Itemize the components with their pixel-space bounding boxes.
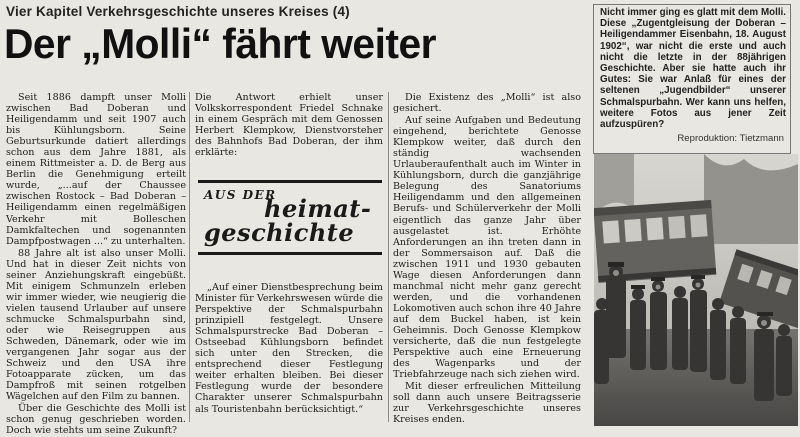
logo-rule-top	[198, 180, 382, 183]
caption-text: Nicht immer ging es glatt mit dem Molli. Diese „Zugentgleisung der Doberan – Heiligendammer Eisenbahn, 18. August 1902“, war nicht die erste und auch nicht die letzte in der 88jährigen Geschichte. Aber sie hatte auch ihr Gutes: Sie war Anlaß für eines der seltenen „Jugendbilder“ unserer Schmalspurbahn. Wer kann uns helfen, weitere Fotos aus jener Zeit aufzuspüren?	[600, 7, 786, 131]
column-2-intro	[195, 92, 383, 159]
derailment-photo-image	[594, 154, 798, 426]
series-logo	[198, 178, 382, 258]
paragraph: Die Existenz des „Molli“ ist also gesichert.	[393, 92, 581, 115]
photo-caption-box	[593, 4, 791, 154]
logo-line-1: heimat-	[264, 194, 372, 223]
logo-rule-bottom	[198, 252, 382, 255]
paragraph: Über die Geschichte des Molli ist schon genug geschrieben worden. Doch wie stehts um seine Zukunft?	[6, 403, 186, 437]
paragraph: „Auf einer Dienstbesprechung beim Minister für Verkehrswesen würde die Perspektive der Schmalspurbahn prinzipiell festgelegt. Unsere Schmalspurstrecke Bad Doberan – Ostseebad Kühlungsborn befindet sich unter den Strecken, die entsprechend dieser Festlegung weiter erhalten bleiben. Bei dieser Festlegung wurde der besondere Charakter unserer Schmalspurbahn als Touristenbahn berücksichtigt.“	[195, 282, 383, 415]
column-3	[393, 92, 581, 426]
kicker: Vier Kapitel Verkehrsgeschichte unseres Kreises (4)	[6, 4, 350, 19]
photo-credit: Reproduktion: Tietzmann	[677, 133, 784, 144]
headline: Der „Molli“ fährt weiter	[4, 20, 437, 67]
column-divider	[388, 92, 389, 422]
column-2-quote	[195, 282, 383, 416]
logo-line-2: geschichte	[204, 218, 355, 247]
column-1	[6, 92, 186, 437]
historic-photo	[594, 154, 798, 426]
column-divider	[189, 92, 190, 422]
logo-small-text: AUS DER	[204, 188, 277, 202]
paragraph: Seit 1886 dampft unser Molli zwischen Bad Doberan und Heiligendamm und seit 1907 auch bis Kühlungsborn. Seine Geburtsurkunde datiert allerdings schon aus dem Jahre 1881, als einem Rittmeister a. D. de Berg aus Berlin die Genehmigung erteilt wurde, „...auf der Chaussee zwischen Rostock – Bad Doberan – Heiligendamm einen regelmäßigen Verkehr mit Bolleschen Damkfaltechen und sogenannten Dampfpostwagen ...“ zu unterhalten.	[6, 92, 186, 247]
paragraph: Mit dieser erfreulichen Mitteilung soll dann auch unsere Beitragsserie zur Verkehrsgeschichte unseres Kreises enden.	[393, 381, 581, 426]
paragraph: 88 Jahre alt ist also unser Molli. Und hat in dieser Zeit nichts von seiner Anziehungskraft eingebüßt. Mit einigem Schmunzeln erleben wir immer wieder, wie neugierig die vielen tausend Urlauber auf unsere schmucke Schmalspurbahn sind, oder wie Reisegruppen aus Schweden, Dänemark, oder wie im vergangenen Jahr sogar aus der Schweiz und den USA ihre Fotoapparate zücken, um das Dampfroß mit seinen rotgelben Wägelchen auf den Film zu bannen.	[6, 247, 186, 403]
paragraph: Auf seine Aufgaben und Bedeutung eingehend, berichtete Genosse Klempkow weiter, daß durch den ständig wachsenden Urlauberaufenthalt auch im Winter in Kühlungsborn, durch die ganzjährige Belegung des Sanatoriums Heiligendamm und den allgemeinen Berufs- und Schülerverkehr der Molli eigentlich das ganze Jahr über ausgelastet ist. Erhöhte Anforderungen an ihn treten dann in der Sommersaison auf. Daß die zwischen 1911 und 1930 gebauten Wage diesen Anforderungen dann manchmal nicht mehr ganz gerecht werden, und die vorhandenen Lokomotiven auch schon ihre 40 Jahre auf dem Buckel haben, ist kein Geheimnis. Doch Genosse Klempkow versicherte, daß die nun festgelegte Perspektive auch eine Erneuerung des Wagenparks und der Triebfahrzeuge nach sich ziehen wird.	[393, 115, 581, 381]
paragraph: Die Antwort erhielt unser Volkskorrespondent Friedel Schnake in einem Gespräch mit dem Genossen Herbert Klempkow, Dienstvorsteher des Bahnhofs Bad Doberan, der ihm erklärte:	[195, 92, 383, 159]
